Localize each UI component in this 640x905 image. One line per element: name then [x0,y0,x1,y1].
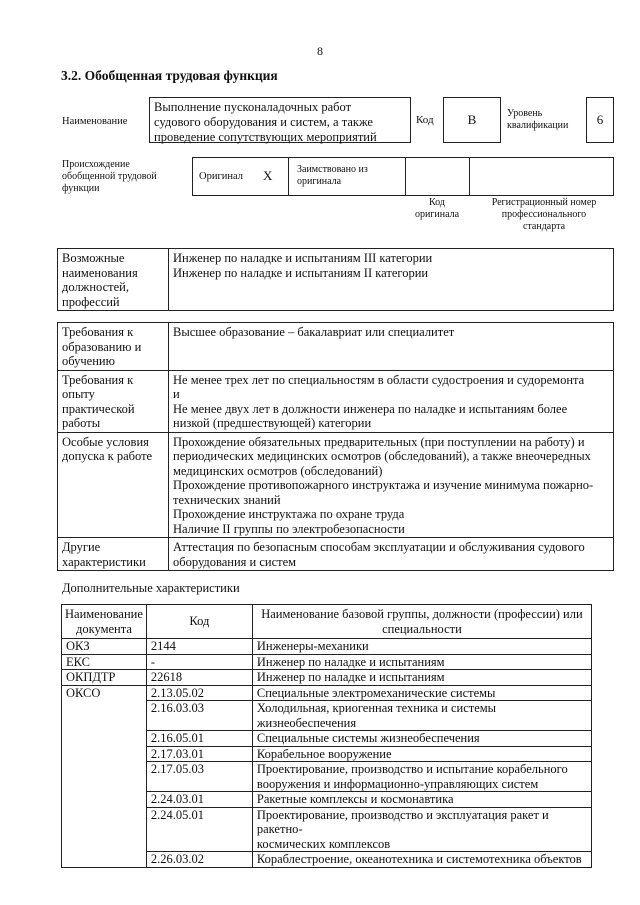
code-original-line: оригинала [414,209,460,220]
special-line: Прохождение обязательных предварительных (при поступлении на работу) и [173,434,585,449]
experience-value [169,370,614,432]
row-doc: ОКСО [62,685,147,867]
row-name [252,807,591,852]
experience-label-line: Требования к [62,372,134,387]
code-original-label [405,197,469,221]
special-conditions-label [58,432,169,538]
experience-line: Не менее трех лет по специальностям в области судостроения и судоремонта [173,372,585,387]
reg-number-line: Регистрационный номер [491,197,597,208]
row-code: 2.16.03.03 [146,701,252,731]
experience-label-line: работы [62,416,101,430]
page-number: 8 [317,44,323,58]
row-name: Кораблестроение, океанотехника и системотехника объектов [252,852,591,868]
row-code: 2.24.05.01 [146,807,252,852]
row-code: 2.26.03.02 [146,852,252,868]
row-code: 2.17.03.01 [146,746,252,762]
row-code: - [146,654,252,670]
education-value [169,323,614,371]
level-label [507,108,581,132]
special-label-line: Особые условия [62,434,149,449]
function-name-line: судового оборудования и систем, а также [154,115,373,129]
experience-label-line: практической [62,401,135,416]
row-code: 2144 [146,639,252,655]
row-doc: ОКПДТР [62,670,147,686]
table-row [62,654,592,670]
reg-number-line: профессионального [501,209,587,220]
table-row [62,670,592,686]
row-name: Холодильная, криогенная техника и системы жизнеобеспечения [252,701,591,731]
special-line: Прохождение противопожарного инструктажа и изучение минимума пожарно- [173,478,594,492]
row-code: 2.17.05.03 [146,762,252,792]
other-characteristics-value [169,538,614,571]
special-label-line: допуска к работе [62,449,153,463]
row-name-line: вооружения и информационно-управляющих систем [256,776,539,791]
borrowed-label-line: оригинала [297,176,342,187]
origin-label-line: функции [62,183,100,194]
original-label: Оригинал [199,171,243,182]
function-name-box [149,97,411,143]
code-original-line: Код [429,197,445,208]
experience-label [58,370,169,432]
education-label-line: образованию и [62,339,142,354]
reg-number-label [474,197,614,233]
education-label-line: обучению [62,354,115,368]
header-name [252,605,591,639]
origin-label-line: Происхождение [62,159,130,170]
experience-line: и [173,387,180,401]
borrowed-label-line: Заимствовано из [297,164,368,175]
positions-values [169,249,614,311]
name-label: Наименование [62,116,128,127]
level-label-line: Уровень [507,108,543,119]
table-row [62,685,592,701]
row-name [252,762,591,792]
header-doc-line: Наименование [65,607,143,621]
row-name: Специальные электромеханические системы [252,685,591,701]
row-code: 22618 [146,670,252,686]
table-row [62,639,592,655]
header-code: Код [146,605,252,639]
row-name: Инженер по наладке и испытаниям [252,654,591,670]
other-line: оборудования и систем [173,554,297,569]
origin-label [62,159,157,195]
position-item: Инженер по наладке и испытаниям II категории [173,265,429,280]
additional-table [61,604,592,868]
section-title: 3.2. Обобщенная трудовая функция [61,68,278,83]
row-name-line: Проектирование, производство и испытание корабельного [256,762,568,776]
special-conditions-value [169,432,614,538]
other-label-line: Другие [62,540,101,554]
additional-title: Дополнительные характеристики [62,581,240,595]
function-name-line: Выполнение пусконаладочных работ [154,100,352,114]
level-label-line: квалификации [507,120,569,131]
other-characteristics-label [58,538,169,571]
row-name-line: Проектирование, производство и эксплуатация ракет и ракетно- [256,807,549,836]
reg-number-line: стандарта [522,221,566,232]
positions-label [58,249,169,311]
positions-table [57,248,614,311]
row-code: 2.16.05.01 [146,731,252,747]
function-name-line: проведение сопутствующих мероприятий [154,130,377,144]
row-name: Ракетные комплексы и космонавтика [252,792,591,808]
origin-box [192,157,614,196]
original-mark: X [263,168,273,183]
header-doc [62,605,147,639]
row-code: 2.13.05.02 [146,685,252,701]
positions-label-line: Возможные [62,251,125,265]
row-name: Корабельное вооружение [252,746,591,762]
other-label-line: характеристики [62,554,146,569]
education-label-line: Требования к [62,325,134,339]
positions-label-line: должностей, [62,280,129,294]
education-line: Высшее образование – бакалавриат или специалитет [173,325,455,339]
requirements-table [57,322,614,571]
positions-label-line: наименования [62,265,138,280]
special-line: Наличие II группы по электробезопасности [173,521,405,536]
row-doc: ОКЗ [62,639,147,655]
origin-label-line: обобщенной трудовой [62,171,157,182]
header-name-line: специальности [382,621,462,636]
level-value: 6 [586,97,614,143]
header-doc-line: документа [75,621,132,636]
row-code: 2.24.03.01 [146,792,252,808]
special-line: технических знаний [173,492,281,507]
code-label: Код [416,114,434,126]
positions-label-line: профессий [62,294,120,309]
position-item: Инженер по наладке и испытаниям III категории [173,251,433,265]
borrowed-label [297,164,368,188]
row-doc: ЕКС [62,654,147,670]
other-line: Аттестация по безопасным способам эксплуатации и обслуживания судового [173,540,585,554]
row-name-line: космических комплексов [256,836,391,851]
row-name: Инженеры-механики [252,639,591,655]
row-name: Специальные системы жизнеобеспечения [252,731,591,747]
experience-label-line: опыту [62,387,95,401]
education-label [58,323,169,371]
special-line: периодических медицинских осмотров (обследований), а также внеочередных [173,449,591,463]
experience-line: низкой (предшествующей) категории [173,416,372,430]
header-name-line: Наименование базовой группы, должности (профессии) или [261,607,583,621]
special-line: Прохождение инструктажа по охране труда [173,507,405,521]
special-line: медицинских осмотров (обследований) [173,463,383,478]
row-name: Инженер по наладке и испытаниям [252,670,591,686]
experience-line: Не менее двух лет в должности инженера по наладке и испытаниям более [173,401,568,416]
code-value: В [443,97,501,143]
